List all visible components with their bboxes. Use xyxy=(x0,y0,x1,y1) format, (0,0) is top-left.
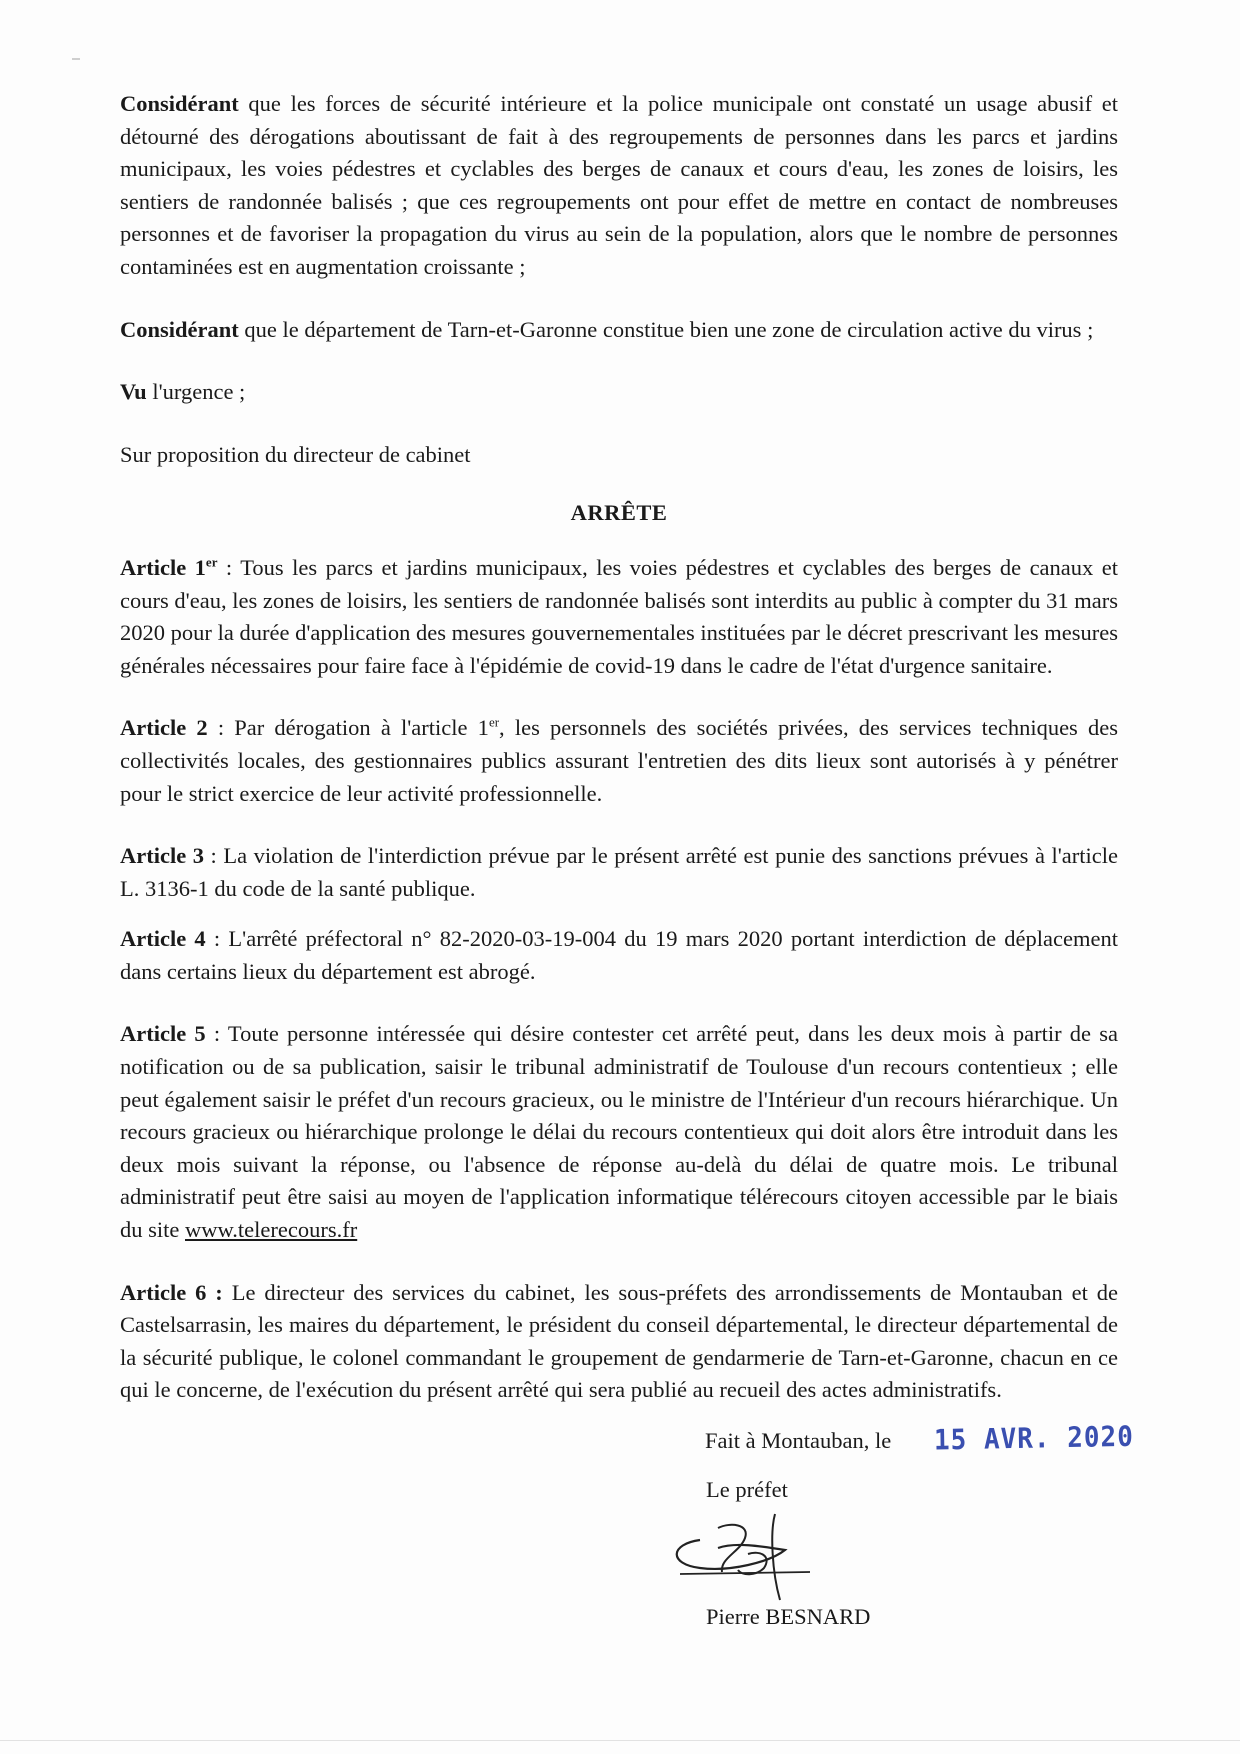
article-6-lead: Article 6 : xyxy=(120,1279,223,1305)
arrete-title: ARRÊTE xyxy=(570,500,668,526)
article-2 xyxy=(120,712,1118,810)
signatory-role: Le préfet xyxy=(706,1477,788,1502)
article-5 xyxy=(120,1018,1118,1246)
article-3-text: : La violation de l'interdiction prévue par le présent arrêté est punie des sanctions prévues à l'article L. 3136-1 du code de la santé publique. xyxy=(120,843,1118,901)
article-5-text: : Toute personne intéressée qui désire contester cet arrêté peut, dans les deux mois à partir de sa notification ou de sa publication, saisir le tribunal administratif de Toulouse d'un recours contentieux ; elle peut également saisir le préfet d'un recours gracieux, ou le ministre de l'Intérieur d'un recours hiérarchique. Un recours gracieux ou hiérarchique prolonge le délai du recours contentieux qui doit alors être introduit dans les deux mois suivant la réponse, ou l'absence de réponse au-delà du délai de quatre mois. Le tribunal administratif peut être saisi au moyen de l'application informatique télérecours citoyen accessible par le biais du site xyxy=(120,1021,1118,1243)
vu-text: l'urgence ; xyxy=(146,379,246,405)
article-4 xyxy=(120,923,1118,988)
handwritten-signature xyxy=(660,1472,880,1602)
considerant-lead-1: Considérant xyxy=(120,91,239,116)
document-body xyxy=(120,88,1118,1407)
article-6-text: Le directeur des services du cabinet, les sous-préfets des arrondissements de Montauban et de Castelsarrasin, les maires du département, le président du conseil départemental, le directeur départemental de la sécurité publique, le colonel commandant le groupement de gendarmerie de Tarn-et-Garonne, chacun en ce qui le concerne, de l'exécution du présent arrêté qui sera publié au recueil des actes administratifs. xyxy=(120,1279,1119,1403)
signatory-name: Pierre BESNARD xyxy=(706,1604,871,1629)
article-1-sup: er xyxy=(205,554,218,570)
article-1-colon: : xyxy=(217,554,233,580)
considerant-lead-2: Considérant xyxy=(120,316,239,342)
considerant-text-1: que les forces de sécurité intérieure et la police municipale ont constaté un usage abusif et détourné des dérogations aboutissant de fait à des regroupements de personnes dans les parcs et jardins municipaux, les voies pédestres et cyclables des berges de canaux et cours d'eau, les zones de loisirs, les sentiers de randonnée balisés ; que ces regroupements ont pour effet de mettre en contact de nombreuses personnes et de favoriser la propagation du virus au sein de la population, alors que le nombre de personnes contaminées est en augmentation croissante ; xyxy=(120,91,1118,279)
article-2-lead: Article 2 xyxy=(120,715,208,741)
proposition-paragraph: Sur proposition du directeur de cabinet xyxy=(120,441,471,467)
article-2-sup: er xyxy=(488,714,500,730)
date-stamp: 15 AVR. 2020 xyxy=(933,1420,1135,1458)
article-1-label: Article 1 xyxy=(120,554,206,580)
article-1 xyxy=(120,552,1118,682)
article-2-text-a: : Par dérogation à l'article 1 xyxy=(207,715,489,741)
article-1-lead xyxy=(120,555,217,580)
signature-place: Fait à Montauban, le xyxy=(705,1428,892,1453)
considerant-paragraph-1 xyxy=(120,88,1118,284)
scan-mark xyxy=(72,58,80,60)
article-3-lead: Article 3 xyxy=(120,843,204,869)
page-bottom-edge xyxy=(0,1740,1240,1741)
article-4-lead: Article 4 xyxy=(120,926,206,952)
telerecours-link[interactable]: www.telerecours.fr xyxy=(185,1217,358,1243)
article-1-text: Tous les parcs et jardins municipaux, les voies pédestres et cyclables des berges de canaux et cours d'eau, les zones de loisirs, les sentiers de randonnée balisés sont interdits au public à compter du 31 mars 2020 pour la durée d'application des mesures gouvernementales instituées par le décret prescrivant les mesures générales nécessaires pour faire face à l'épidémie de covid-19 dans le cadre de l'état d'urgence sanitaire. xyxy=(120,554,1118,678)
vu-paragraph xyxy=(120,376,1118,409)
article-4-text: : L'arrêté préfectoral n° 82-2020-03-19-004 du 19 mars 2020 portant interdiction de déplacement dans certains lieux du département est abrogé. xyxy=(120,926,1118,984)
considerant-paragraph-2 xyxy=(120,314,1118,347)
vu-lead: Vu xyxy=(120,379,147,405)
article-6 xyxy=(120,1277,1118,1407)
article-5-lead: Article 5 xyxy=(120,1021,206,1047)
considerant-text-2: que le département de Tarn-et-Garonne constitue bien une zone de circulation active du virus ; xyxy=(238,316,1094,342)
article-2-text-b: , les personnels des sociétés privées, des services techniques des collectivités locales, des gestionnaires publics assurant l'entretien des dits lieux sont autorisés à y pénétrer pour le strict exercice de leur activité professionnelle. xyxy=(120,715,1118,806)
article-3 xyxy=(120,840,1118,905)
